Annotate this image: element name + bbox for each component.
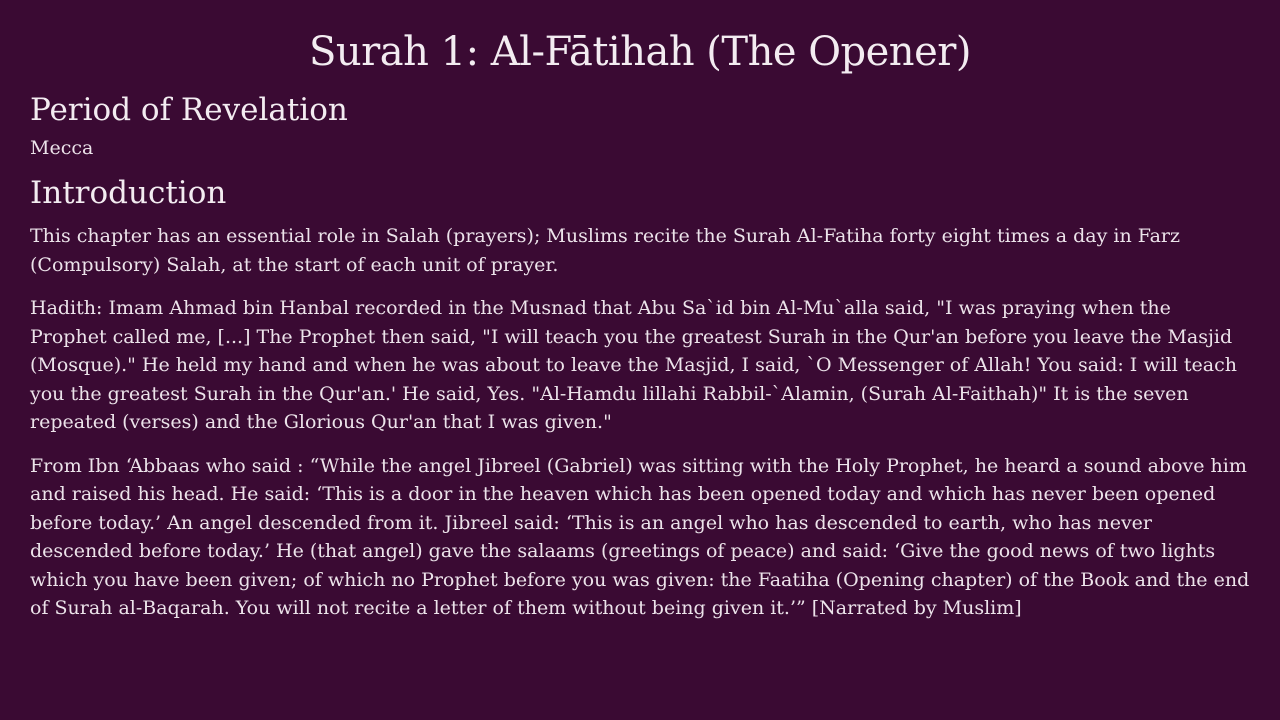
intro-paragraph-narration: From Ibn ‘Abbaas who said : “While the angel Jibreel (Gabriel) was sitting with the Holy Prophet, he heard a sound above him and raised his head. He said: ‘This is a door in the heaven which has been opened today and which has never been opened before today.’ An angel descended from it. Jibreel said: ‘This is an angel who has descended to earth, who has never descended before today.’ He (that angel) gave the salaams (greetings of peace) and said: ‘Give the good news of two lights which you have been given; of which no Prophet before you was given: the Faatiha (Opening chapter) of the Book and the end of Surah al-Baqarah. You will not recite a letter of them without being given it.’” [Narrated by Muslim] bbox=[30, 454, 1250, 619]
revelation-value: Mecca bbox=[30, 137, 94, 159]
revelation-heading: Period of Revelation bbox=[30, 92, 348, 128]
page-title: Surah 1: Al-Fātihah (The Opener) bbox=[309, 29, 971, 75]
intro-paragraph-hadith: Hadith: Imam Ahmad bin Hanbal recorded in the Musnad that Abu Sa`id bin Al-Mu`alla said, "I was praying when the Prophet called me, [...] The Prophet then said, "I will teach you the greatest Surah in the Qur'an before you leave the Masjid (Mosque)." He held my hand and when he was about to leave the Masjid, I said, `O Messenger of Allah! You said: I will teach you the greatest Surah in the Qur'an.' He said, Yes. "Al-Hamdu lillahi Rabbil-`Alamin, (Surah Al-Faithah)" It is the seven repeated (verses) and the Glorious Qur'an that I was given." bbox=[30, 297, 1237, 433]
intro-paragraph-1: This chapter has an essential role in Salah (prayers); Muslims recite the Surah Al-Fatiha forty eight times a day in Farz (Compulsory) Salah, at the start of each unit of prayer. bbox=[30, 225, 1181, 276]
introduction-heading: Introduction bbox=[30, 175, 227, 211]
